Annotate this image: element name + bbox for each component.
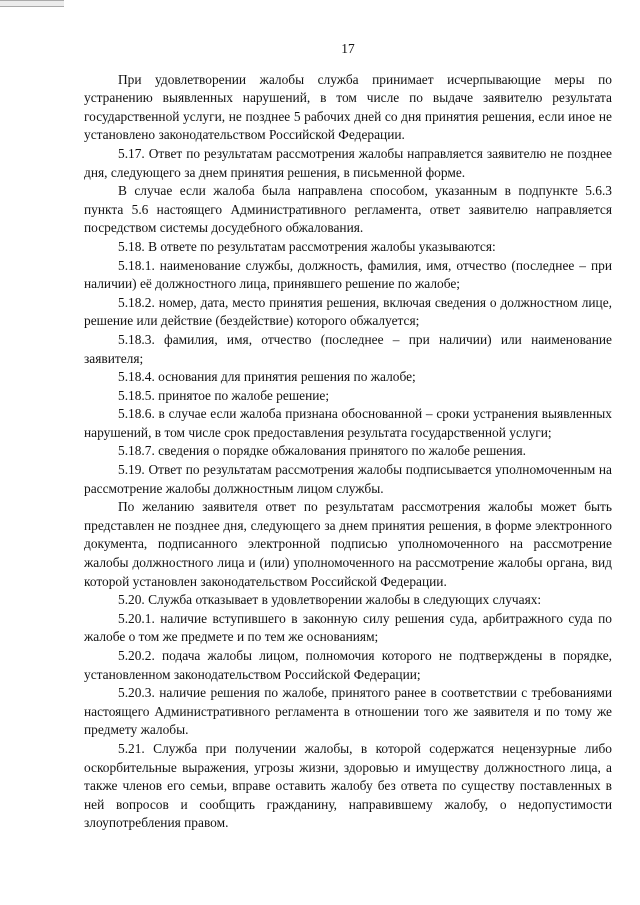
scan-corner-mark	[0, 0, 64, 7]
page-number: 17	[341, 41, 355, 56]
paragraph: 5.20.1. наличие вступившего в законную силу решения суда, арбитражного суда по жалобе о том же предмете и по тем же основаниям;	[84, 610, 612, 645]
paragraph: 5.18.7. сведения о порядке обжалования принятого по жалобе решения.	[118, 443, 527, 459]
paragraph: 5.19. Ответ по результатам рассмотрения жалобы подписывается уполномоченным на рассмотрение жалобы должностным лицом службы.	[84, 462, 612, 496]
paragraph: 5.18.1. наименование службы, должность, фамилия, имя, отчество (последнее – при наличии) её должностного лица, принявшего решение по жалобе;	[84, 257, 612, 292]
paragraph: 5.18.5. принятое по жалобе решение;	[118, 387, 330, 403]
paragraph: 5.20.3. наличие решения по жалобе, принятого ранее в соответствии с требованиями настоящего Административного регламента в отношении того же заявителя и по тому же предмету жалобы.	[84, 685, 612, 738]
paragraph: По желанию заявителя ответ по результатам рассмотрения жалобы может быть представлен не позднее дня, следующего за днем принятия решения, в форме электронного документа, подписанного электронной подписью уполномоченного на рассмотрение жалобы должностного лица и (или) уполномоченного на рассмотрение жалобы органа, вид которой установлен законодательством Российской Федерации.	[84, 499, 612, 589]
paragraph: 5.20.2. подача жалобы лицом, полномочия которого не подтверждены в порядке, установленном законодательством Российской Федерации;	[84, 648, 612, 682]
paragraph: В случае если жалоба была направлена способом, указанным в подпункте 5.6.3 пункта 5.6 настоящего Административного регламента, ответ заявителю направляется посредством системы досудебного обжалования.	[84, 183, 612, 236]
paragraph: 5.18. В ответе по результатам рассмотрения жалобы указываются:	[118, 238, 496, 254]
paragraph: При удовлетворении жалобы служба принимает исчерпывающие меры по устранению выявленных нарушений, в том числе по выдаче заявителю результата государственной услуги, не позднее 5 рабочих дней со дня принятия решения, если иное не установлено законодательством Российской Федерации.	[84, 71, 612, 143]
document-page	[84, 40, 612, 833]
paragraph: 5.18.2. номер, дата, место принятия решения, включая сведения о должностном лице, решение или действие (бездействие) которого обжалуется;	[84, 294, 612, 329]
paragraph: 5.20. Служба отказывает в удовлетворении жалобы в следующих случаях:	[118, 592, 542, 608]
paragraph: 5.18.6. в случае если жалоба признана обоснованной – сроки устранения выявленных нарушений, в том числе срок предоставления результата государственной услуги;	[84, 406, 612, 440]
paragraph: 5.18.4. основания для принятия решения по жалобе;	[118, 369, 416, 385]
paragraph: 5.18.3. фамилия, имя, отчество (последнее – при наличии) или наименование заявителя;	[84, 331, 612, 366]
paragraph: 5.21. Служба при получении жалобы, в которой содержатся нецензурные либо оскорбительные выражения, угрозы жизни, здоровью и имуществу должностного лица, а также членов его семьи, вправе оставить жалобу без ответа по существу поставленных в ней вопросов и сообщить гражданину, направившему жалобу, о недопустимости злоупотребления правом.	[84, 740, 612, 831]
document-body	[84, 71, 612, 833]
paragraph: 5.17. Ответ по результатам рассмотрения жалобы направляется заявителю не позднее дня, следующего за днем принятия решения, в письменной форме.	[84, 145, 612, 180]
